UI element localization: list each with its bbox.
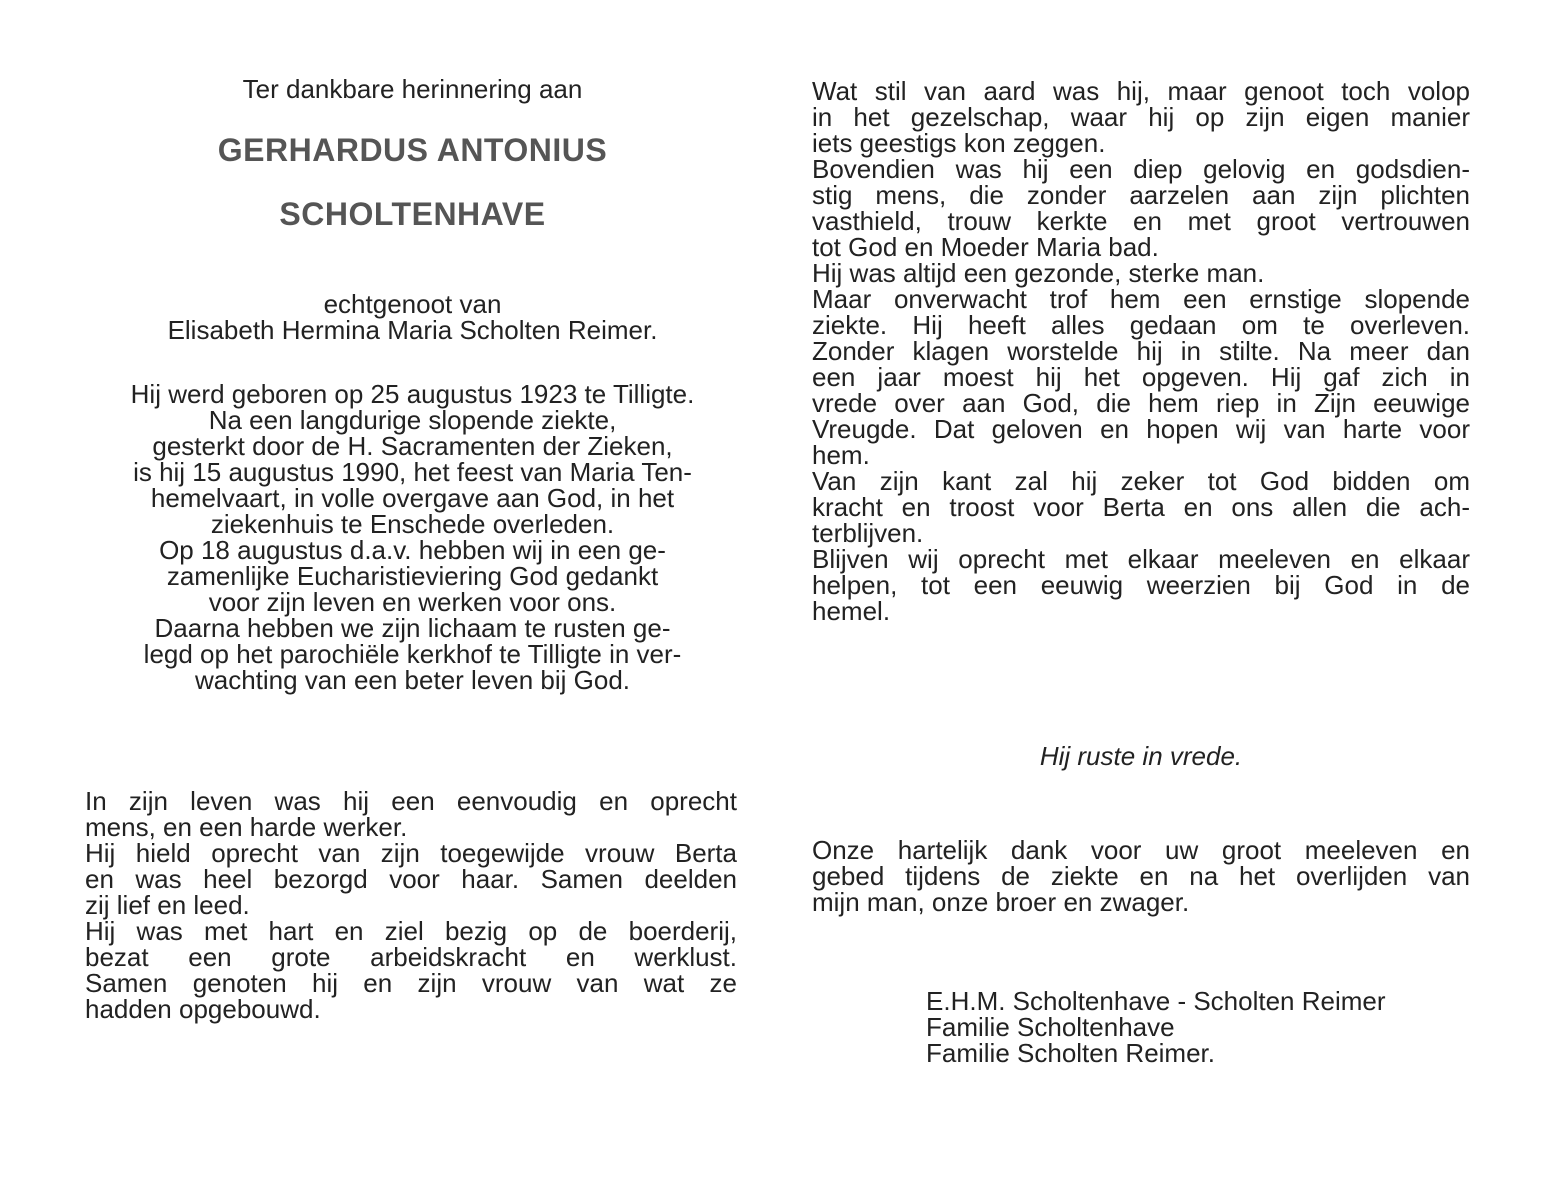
birth-line: wachting van een beter leven bij God. [194,665,631,695]
right-line: Bovendien was hij een diep gelovig en godsdien- [812,154,1470,184]
birth-line: zamenlijke Eucharistieviering God gedankt [166,561,659,591]
right-line: stig mens, die zonder aarzelen aan zijn plichten [812,180,1470,210]
right-line: Zonder klagen worstelde hij in stilte. Na meer dan [812,336,1470,366]
birth-line: hemelvaart, in volle overgave aan God, in het [150,483,675,513]
right-line: Wat stil van aard was hij, maar genoot toch volop [812,76,1470,106]
right-line: een jaar moest hij het opgeven. Hij gaf zich in [812,362,1470,392]
right-line: Hij was altijd een gezonde, sterke man. [812,258,1265,288]
character-description-block [812,76,1470,626]
birth-line: Daarna hebben we zijn lichaam te rusten ge- [154,613,671,643]
life-line: hadden opgebouwd. [85,994,321,1024]
right-line: terblijven. [812,518,924,548]
life-line: In zijn leven was hij een eenvoudig en oprecht [85,786,737,816]
thanks-line: Onze hartelijk dank voor uw groot meeleven en [812,835,1470,865]
spouse-block [85,289,740,345]
signature-line: Familie Scholtenhave [926,1012,1175,1042]
spouse-line: Elisabeth Hermina Maria Scholten Reimer. [167,315,658,345]
right-line: tot God en Moeder Maria bad. [812,232,1159,262]
thanks-block [812,835,1470,917]
right-line: vasthield, trouw kerkte en met groot vertrouwen [812,206,1470,236]
life-description-block [85,785,737,1024]
life-line: mens, en een harde werker. [85,812,408,842]
signature-block [926,986,1466,1068]
right-line: helpen, tot een eeuwig weerzien bij God in de [812,570,1470,600]
intro-line [85,74,740,105]
right-line: vrede over aan God, die hem riep in Zijn eeuwige [812,388,1470,418]
thanks-line: gebed tijdens de ziekte en na het overlijden van [812,861,1470,891]
right-line: Van zijn kant zal hij zeker tot God bidden om [812,466,1470,496]
biography-block [85,379,740,695]
signature-line: E.H.M. Scholtenhave - Scholten Reimer [926,986,1386,1016]
right-line: Maar onverwacht trof hem een ernstige slopende [812,284,1470,314]
right-line: kracht en troost voor Berta en ons allen die ach- [812,492,1470,522]
life-line: Hij hield oprecht van zijn toegewijde vrouw Berta [85,838,737,868]
birth-line: gesterkt door de H. Sacramenten der Zieken, [152,431,673,461]
birth-line: voor zijn leven en werken voor ons. [208,587,617,617]
right-line: iets geestigs kon zeggen. [812,128,1106,158]
right-line: in het gezelschap, waar hij op zijn eigen manier [812,102,1470,132]
spouse-line: echtgenoot van [323,289,502,319]
right-line: Blijven wij oprecht met elkaar meeleven en elkaar [812,544,1470,574]
life-line: Hij was met hart en ziel bezig op de boerderij, [85,916,737,946]
birth-line: is hij 15 augustus 1990, het feest van Maria Ten- [133,457,692,487]
birth-line: legd op het parochiële kerkhof te Tilligte in ver- [143,639,682,669]
life-line: bezat een grote arbeidskracht en werklust. [85,942,737,972]
birth-line: Op 18 augustus d.a.v. hebben wij in een ge- [159,535,666,565]
thanks-line: mijn man, onze broer en zwager. [812,887,1190,917]
birth-line: Hij werd geboren op 25 augustus 1923 te Tilligte. [130,379,695,409]
rest-in-peace: Hij ruste in vrede. [1039,741,1243,771]
birth-line: ziekenhuis te Enschede overleden. [210,509,615,539]
right-line: hem. [812,440,870,470]
deceased-first-names: GERHARDUS ANTONIUS [217,132,608,168]
right-line: ziekte. Hij heeft alles gedaan om te overleven. [812,310,1470,340]
life-line: en was heel bezorgd voor haar. Samen deelden [85,864,737,894]
signature-line: Familie Scholten Reimer. [926,1038,1215,1068]
birth-line: Na een langdurige slopende ziekte, [208,405,617,435]
life-line: Samen genoten hij en zijn vrouw van wat ze [85,968,737,998]
deceased-surname: SCHOLTENHAVE [279,196,546,232]
right-line: Vreugde. Dat geloven en hopen wij van harte voor [812,414,1470,444]
right-line: hemel. [812,596,891,626]
life-line: zij lief en leed. [85,890,250,920]
intro-text: Ter dankbare herinnering aan [242,74,583,104]
